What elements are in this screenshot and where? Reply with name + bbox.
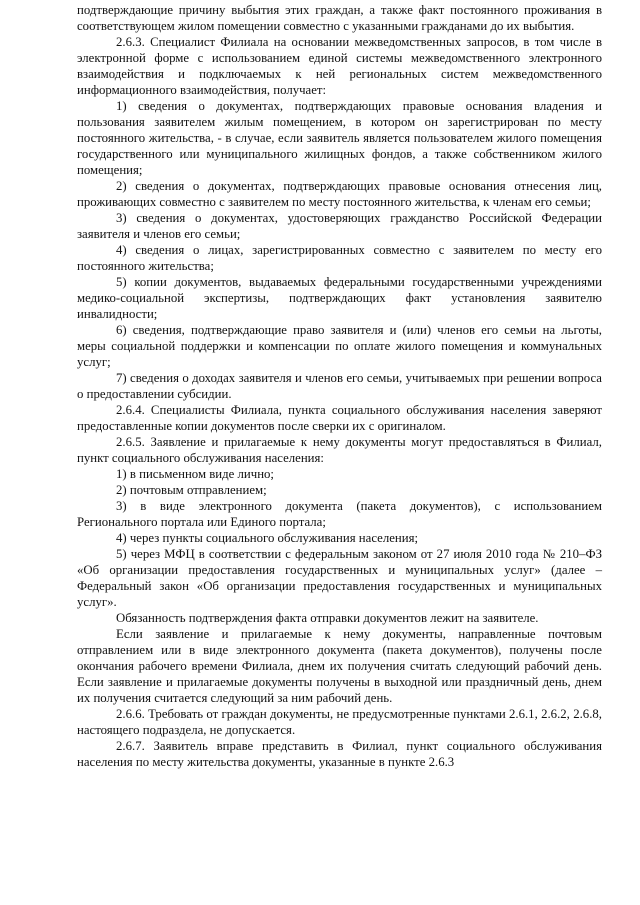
paragraph-obligation: Обязанность подтверждения факта отправки документов лежит на заявителе. (116, 611, 539, 625)
paragraph-receipt-date: Если заявление и прилагаемые к нему документы, направленные почтовым отправлением или в виде электронного документа (пакета документов), получены после окончания рабочего времени Филиала, днем их получения считать следующий рабочий день. Если заявление и прилагаемые документы получены в выходной или праздничный день, днем их получения считается следующий за ним рабочий день. (77, 627, 602, 705)
list-item-4: 4) сведения о лицах, зарегистрированных совместно с заявителем по месту его постоянного жительства; (77, 243, 602, 273)
list-item-6: 6) сведения, подтверждающие право заявителя и (или) членов его семьи на льготы, меры социальной поддержки и компенсации по оплате жилого помещения и коммунальных услуг; (77, 323, 602, 369)
paragraph-2-6-7: 2.6.7. Заявитель вправе представить в Филиал, пункт социального обслуживания населения по месту жительства документы, указанные в пункте 2.6.3 (77, 739, 602, 769)
paragraph-continuation: подтверждающие причину выбытия этих граждан, а также факт постоянного проживания в соответствующем жилом помещении совместно с указанными гражданами до их выбытия. (77, 3, 602, 33)
paragraph-2-6-5: 2.6.5. Заявление и прилагаемые к нему документы могут предоставляться в Филиал, пункт социального обслуживания населения: (77, 435, 602, 465)
submission-item-3: 3) в виде электронного документа (пакета документов), с использованием Регионального портала или Единого портала; (77, 499, 602, 529)
list-item-5: 5) копии документов, выдаваемых федеральными государственными учреждениями медико-социальной экспертизы, подтверждающих факт установления заявителю инвалидности; (77, 275, 602, 321)
paragraph-2-6-6: 2.6.6. Требовать от граждан документы, не предусмотренные пунктами 2.6.1, 2.6.2, 2.6.8, настоящего подраздела, не допускается. (77, 707, 602, 737)
submission-item-5: 5) через МФЦ в соответствии с федеральным законом от 27 июля 2010 года № 210–ФЗ «Об организации предоставления государственных и муниципальных услуг» (далее – Федеральный закон «Об организации предоставления государственных и муниципальных услуг». (77, 547, 602, 609)
list-item-7: 7) сведения о доходах заявителя и членов его семьи, учитываемых при решении вопроса о предоставлении субсидии. (77, 371, 602, 401)
list-item-2: 2) сведения о документах, подтверждающих правовые основания отнесения лиц, проживающих совместно с заявителем по месту постоянного жительства, к членам его семьи; (77, 179, 602, 209)
submission-item-1: 1) в письменном виде лично; (116, 467, 274, 481)
list-item-1: 1) сведения о документах, подтверждающих правовые основания владения и пользования заявителем жилым помещением, в котором он зарегистрирован по месту постоянного жительства, - в случае, если заявитель является пользователем жилого помещения государственного или муниципального жилищных фондов, а также собственником жилого помещения; (77, 99, 602, 177)
submission-item-2: 2) почтовым отправлением; (116, 483, 267, 497)
paragraph-2-6-3: 2.6.3. Специалист Филиала на основании межведомственных запросов, в том числе в электронной форме с использованием единой системы межведомственного электронного взаимодействия и подключаемых к ней региональных систем межведомственного информационного взаимодействия, получает: (77, 35, 602, 97)
submission-item-4: 4) через пункты социального обслуживания населения; (116, 531, 419, 545)
document-page (77, 2, 602, 770)
paragraph-2-6-4: 2.6.4. Специалисты Филиала, пункта социального обслуживания населения заверяют предоставленные копии документов после сверки их с оригиналом. (77, 403, 602, 433)
list-item-3: 3) сведения о документах, удостоверяющих гражданство Российской Федерации заявителя и членов его семьи; (77, 211, 602, 241)
